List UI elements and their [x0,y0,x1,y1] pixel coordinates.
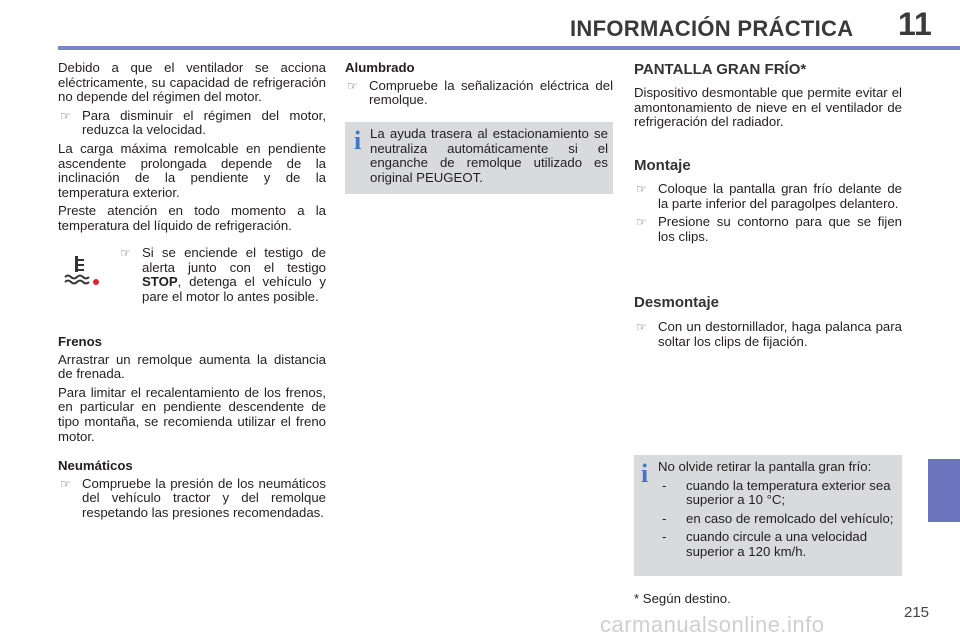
pointing-hand-icon: ☞ [347,78,358,93]
page-title: INFORMACIÓN PRÁCTICA [570,16,854,41]
watermark: carmanualsonline.info [600,612,825,637]
bullet-item: ☞ Para disminuir el régimen del motor, reduzca la velocidad. [60,107,326,138]
section-heading: Frenos [58,334,102,349]
pointing-hand-icon: ☞ [636,182,647,196]
section-heading: Alumbrado [345,60,415,75]
stop-label: STOP [142,274,178,290]
brakes-section [58,335,326,448]
section-heading: Neumáticos [58,458,133,473]
footnote: * Según destino. [634,591,731,606]
dismount-steps [634,320,902,353]
pointing-hand-icon: ☞ [636,320,647,334]
info-text: La ayuda trasera al estacionamiento se neutraliza automáticamente si el enganche de remolque utilizado es original PEUGEOT. [370,126,608,185]
page-number: 215 [904,604,930,621]
intro-text: Dispositivo desmontable que permite evitar el amontonamiento de nieve en el ventilador de refrigeración del radiador. [634,85,902,130]
info-icon: i [641,459,649,488]
left-column [58,61,326,238]
info-title: No olvide retirar la pantalla gran frío: [658,459,872,474]
paragraph: Arrastrar un remolque aumenta la distancia de frenada. [58,351,326,382]
list-item: - en caso de remolcado del vehículo; [662,510,894,526]
bullet-item: ☞ Compruebe la presión de los neumáticos del vehículo tractor y del remolque respetando las presiones recomendadas. [60,475,326,520]
info-icon: i [354,126,362,155]
section-title: PANTALLA GRAN FRÍO* [634,61,807,78]
chapter-number: 11 [898,6,932,42]
paragraph: Debido a que el ventilador se acciona eléctricamente, su capacidad de refrigeración no depende del régimen del motor. [58,60,326,105]
paragraph: La carga máxima remolcable en pendiente ascendente prolongada depende de la inclinación de la pendiente y de la temperatura exterior. [58,140,326,200]
list-item: - cuando la temperatura exterior sea superior a 10 °C; [662,477,891,508]
info-box [634,455,902,576]
dismount-heading: Desmontaje [634,294,720,311]
pointing-hand-icon: ☞ [636,215,647,230]
lighting-section [345,61,613,112]
header-rule [58,46,960,50]
chapter-tab[interactable] [928,459,960,522]
list-item: - cuando circule a una velocidad superior a 120 km/h. [662,529,868,559]
tyres-section [58,459,326,524]
paragraph: Preste atención en todo momento a la temperatura del líquido de refrigeración. [58,203,326,233]
paragraph: Para limitar el recalentamiento de los frenos, en particular en pendiente descendente de tipo montaña, se recomienda utilizar el freno motor. [58,384,326,444]
bullet-item: ☞ Compruebe la señalización eléctrica del remolque. [347,77,613,108]
coolant-warning-icon [62,254,102,286]
mount-heading: Montaje [634,157,691,174]
pointing-hand-icon: ☞ [60,476,71,491]
pointing-hand-icon: ☞ [120,246,131,260]
bullet-item: ☞ Coloque la pantalla gran frío delante de la parte inferior del paragolpes delantero. [636,181,902,211]
pointing-hand-icon: ☞ [60,108,71,123]
mount-steps [634,182,902,248]
bullet-item: ☞ Con un destornillador, haga palanca para soltar los clips de fijación. [636,319,902,349]
info-box [345,122,613,194]
warning-text: ☞ Si se enciende el testigo de alerta junto con el testigo STOP, detenga el vehículo y pare el motor lo antes posible. [120,245,326,304]
bullet-item: ☞ Presione su contorno para que se fijen los clips. [636,214,902,244]
